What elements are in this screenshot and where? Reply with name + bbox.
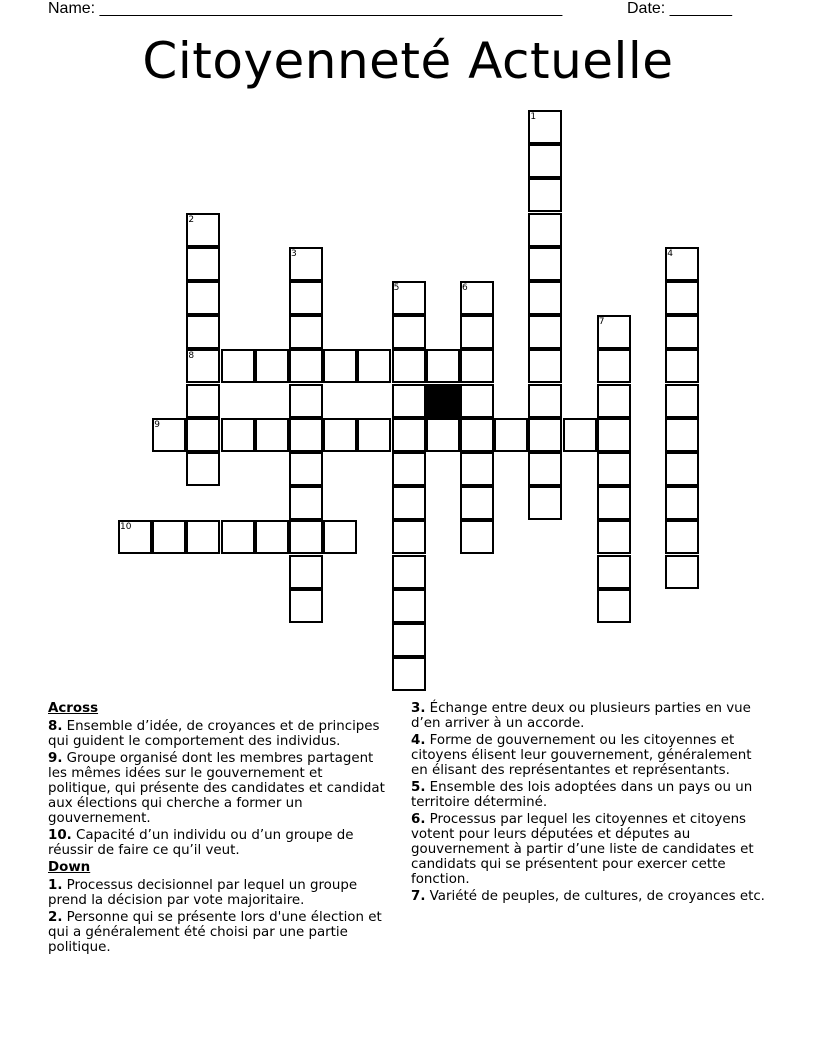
grid-cell[interactable] [460, 520, 494, 554]
grid-cell[interactable] [221, 349, 255, 383]
grid-cell[interactable] [528, 418, 562, 452]
grid-cell[interactable] [255, 520, 289, 554]
grid-cell[interactable] [392, 349, 426, 383]
grid-cell[interactable] [255, 349, 289, 383]
clue-number-label: 6 [462, 283, 468, 293]
grid-cell[interactable] [255, 418, 289, 452]
across-heading: Across [48, 701, 99, 716]
grid-cell[interactable] [392, 315, 426, 349]
grid-cell[interactable] [392, 589, 426, 623]
grid-cell[interactable] [186, 520, 220, 554]
grid-cell[interactable] [186, 418, 220, 452]
clue-number: 4. [411, 733, 426, 748]
grid-cell[interactable] [392, 486, 426, 520]
clue-across-10 [48, 828, 388, 858]
black-square [426, 384, 460, 418]
grid-cell[interactable] [460, 315, 494, 349]
grid-cell[interactable] [221, 520, 255, 554]
grid-cell[interactable] [323, 418, 357, 452]
clue-text: Variété de peuples, de cultures, de croyances etc. [429, 889, 765, 904]
clue-text: Ensemble des lois adoptées dans un pays ou un territoire déterminé. [411, 780, 753, 810]
grid-cell[interactable] [460, 384, 494, 418]
grid-cell[interactable] [460, 452, 494, 486]
clue-text: Échange entre deux ou plusieurs parties en vue d’en arriver à un accorde. [411, 701, 751, 731]
grid-cell[interactable] [460, 418, 494, 452]
grid-cell[interactable] [289, 349, 323, 383]
grid-cell[interactable] [665, 520, 699, 554]
grid-cell[interactable] [597, 486, 631, 520]
grid-cell[interactable] [289, 384, 323, 418]
clue-number-label: 5 [393, 283, 400, 293]
grid-cell[interactable] [323, 349, 357, 383]
clues-left-column [48, 701, 388, 957]
clue-number-label: 10 [120, 522, 132, 533]
grid-cell[interactable] [289, 452, 323, 486]
grid-cell[interactable] [289, 555, 323, 589]
grid-cell[interactable] [597, 418, 631, 452]
grid-cell[interactable] [392, 657, 426, 691]
grid-cell[interactable] [426, 349, 460, 383]
grid-cell[interactable] [597, 589, 631, 623]
grid-cell[interactable] [289, 520, 323, 554]
grid-cell[interactable] [357, 349, 391, 383]
clue-text: Forme de gouvernement ou les citoyennes et citoyens élisent leur gouvernement, généralement en élisant des représentantes et représentants. [411, 733, 752, 778]
clue-number: 7. [411, 889, 426, 904]
clue-down-5 [411, 780, 771, 810]
name-field-label: Name: ____________________________________________________ [48, 0, 563, 17]
clue-number-label: 9 [154, 419, 160, 430]
grid-cell[interactable] [528, 178, 562, 212]
grid-cell[interactable] [221, 418, 255, 452]
grid-cell[interactable] [392, 623, 426, 657]
grid-cell[interactable] [528, 315, 562, 349]
grid-cell[interactable] [152, 520, 186, 554]
grid-cell[interactable] [665, 452, 699, 486]
clue-number-label: 1 [530, 112, 537, 122]
down-heading: Down [48, 860, 91, 875]
clue-number-label: 3 [291, 248, 297, 259]
grid-cell[interactable] [460, 349, 494, 383]
clue-text: Capacité d’un individu ou d’un groupe de réussir de faire ce qu’il veut. [48, 828, 354, 858]
grid-cell[interactable] [289, 418, 323, 452]
clue-text: Groupe organisé dont les membres partagent les mêmes idées sur le gouvernement et politique, qui présente des candidates et candidat aux élections qui cherche a former un gouvernement. [48, 751, 385, 826]
clue-number: 9. [48, 751, 63, 766]
grid-cell[interactable] [597, 452, 631, 486]
grid-cell[interactable] [665, 384, 699, 418]
clues-right-column [411, 701, 771, 906]
clue-text: Ensemble d’idée, de croyances et de principes qui guident le comportement des individus. [48, 719, 380, 749]
clue-text: Processus par lequel les citoyennes et citoyens votent pour leurs députées et députes au gouvernement à partir d’une liste de candidates et candidats qui se présentent pour exercer cette fonction. [411, 812, 754, 887]
grid-cell[interactable] [665, 349, 699, 383]
grid-cell[interactable] [392, 520, 426, 554]
grid-cell[interactable] [528, 349, 562, 383]
clue-down-1 [48, 878, 388, 908]
grid-cell[interactable] [528, 384, 562, 418]
grid-cell[interactable] [528, 144, 562, 178]
grid-cell[interactable] [426, 418, 460, 452]
grid-cell[interactable] [289, 315, 323, 349]
grid-cell[interactable] [665, 418, 699, 452]
grid-cell[interactable] [597, 520, 631, 554]
clue-number: 8. [48, 719, 63, 734]
page-title: Citoyenneté Actuelle [142, 32, 674, 90]
grid-cell[interactable] [186, 315, 220, 349]
grid-cell[interactable] [665, 555, 699, 589]
grid-cell[interactable] [392, 452, 426, 486]
clue-down-6 [411, 812, 771, 887]
clue-down-4 [411, 733, 771, 778]
grid-cell[interactable] [392, 384, 426, 418]
clue-across-8 [48, 719, 388, 749]
clue-number: 1. [48, 878, 63, 893]
grid-cell[interactable] [289, 589, 323, 623]
clue-number: 6. [411, 812, 426, 827]
grid-cell[interactable] [528, 281, 562, 315]
grid-cell[interactable] [528, 213, 562, 247]
grid-cell[interactable] [460, 486, 494, 520]
clue-number: 2. [48, 910, 63, 925]
grid-cell[interactable] [323, 520, 357, 554]
grid-cell[interactable] [528, 486, 562, 520]
clue-down-2 [48, 910, 388, 955]
grid-cell[interactable] [289, 486, 323, 520]
clue-number: 5. [411, 780, 426, 795]
grid-cell[interactable] [563, 418, 597, 452]
clue-text: Processus decisionnel par lequel un groupe prend la décision par vote majoritaire. [48, 878, 358, 908]
grid-cell[interactable] [289, 281, 323, 315]
clue-number-label: 8 [188, 351, 195, 362]
clue-number-label: 2 [188, 214, 195, 225]
date-field-label: Date: _______ [627, 0, 732, 17]
grid-cell[interactable] [186, 281, 220, 315]
grid-cell[interactable] [528, 247, 562, 281]
grid-cell[interactable] [597, 384, 631, 418]
clue-number: 3. [411, 701, 426, 716]
grid-cell[interactable] [665, 486, 699, 520]
grid-cell[interactable] [357, 418, 391, 452]
grid-cell[interactable] [186, 384, 220, 418]
grid-cell[interactable] [597, 555, 631, 589]
clue-number-label: 4 [667, 248, 673, 259]
grid-cell[interactable] [665, 281, 699, 315]
clue-down-3 [411, 701, 771, 731]
clue-number-label: 7 [598, 317, 605, 328]
grid-cell[interactable] [494, 418, 528, 452]
grid-cell[interactable] [392, 418, 426, 452]
grid-cell[interactable] [528, 452, 562, 486]
grid-cell[interactable] [665, 315, 699, 349]
grid-cell[interactable] [186, 452, 220, 486]
clue-across-9 [48, 751, 388, 826]
clue-number: 10. [48, 828, 72, 843]
grid-cell[interactable] [597, 349, 631, 383]
grid-cell[interactable] [392, 555, 426, 589]
clue-text: Personne qui se présente lors d'une élection et qui a généralement été choisi par une partie politique. [48, 910, 382, 955]
grid-cell[interactable] [186, 247, 220, 281]
clue-down-7 [411, 889, 771, 904]
